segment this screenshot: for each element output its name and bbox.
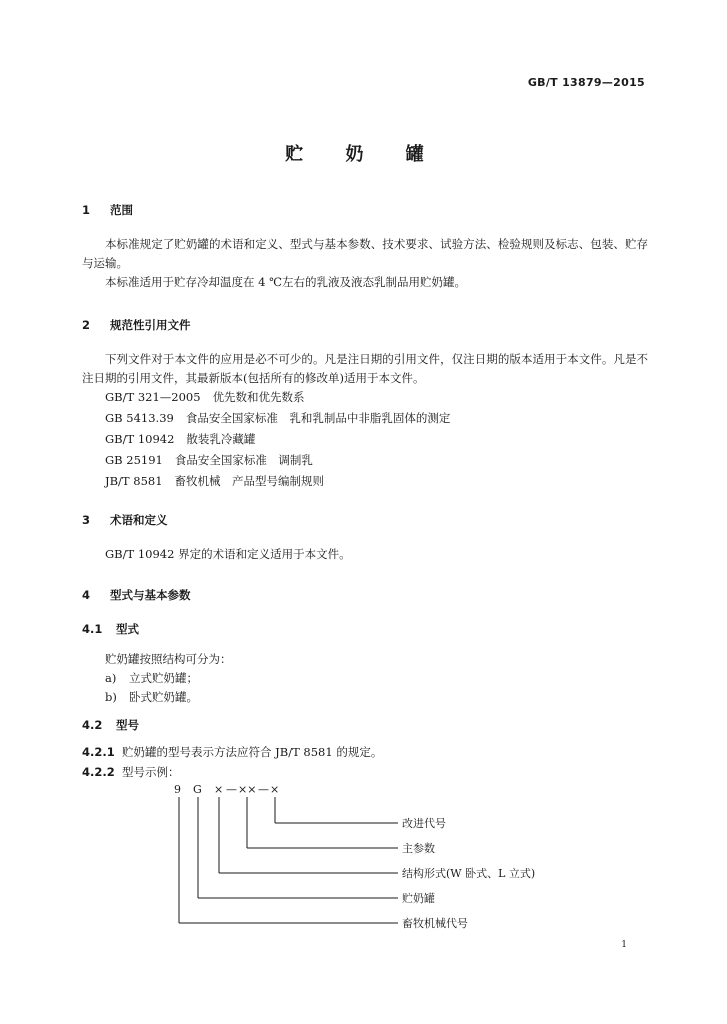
section-1-paragraph-2: 本标准适用于贮存冷却温度在 4 ℃左右的乳液及液态乳制品用贮奶罐。 bbox=[105, 275, 466, 289]
section-1-paragraph-1: 本标准规定了贮奶罐的术语和定义、型式与基本参数、技术要求、试验方法、检验规则及标志、包装、贮存与运输。 bbox=[82, 237, 648, 270]
list-marker: b) bbox=[105, 690, 117, 704]
subsection-number: 4.1 bbox=[82, 622, 103, 636]
diagram-label: 畜牧机械代号 bbox=[402, 917, 468, 930]
diagram-label: 结构形式(W 卧式、L 立式) bbox=[402, 867, 536, 880]
section-2-intro: 下列文件对于本文件的应用是必不可少的。凡是注日期的引用文件，仅注日期的版本适用于本文件。凡是不注日期的引用文件，其最新版本(包括所有的修改单)适用于本文件。 bbox=[82, 352, 648, 385]
section-title: 术语和定义 bbox=[110, 513, 168, 527]
subsection-title: 型号 bbox=[116, 718, 139, 732]
section-title: 型式与基本参数 bbox=[110, 588, 191, 602]
document-title: 贮 奶 罐 bbox=[285, 144, 442, 165]
list-text: 立式贮奶罐； bbox=[129, 671, 198, 685]
page-number: 1 bbox=[621, 940, 627, 950]
code-part: — bbox=[258, 783, 269, 796]
code-part: 9 bbox=[174, 783, 181, 796]
reference-code: JB/T 8581 bbox=[105, 474, 163, 488]
clause-number: 4.2.1 bbox=[82, 745, 115, 759]
section-number: 3 bbox=[82, 513, 91, 527]
section-number: 2 bbox=[82, 318, 91, 332]
reference-code: GB/T 10942 bbox=[105, 432, 175, 446]
list-marker: a) bbox=[105, 671, 117, 685]
code-part: × bbox=[270, 783, 280, 796]
standard-code: GB/T 13879—2015 bbox=[527, 76, 645, 89]
section-title: 规范性引用文件 bbox=[110, 318, 191, 332]
reference-code: GB/T 321—2005 bbox=[105, 390, 201, 404]
section-title: 范围 bbox=[110, 203, 133, 217]
code-part: ×× bbox=[238, 783, 257, 796]
reference-title: 畜牧机械 产品型号编制规则 bbox=[174, 474, 325, 488]
reference-code: GB 5413.39 bbox=[105, 411, 174, 425]
subsection-4-1-intro: 贮奶罐按照结构可分为： bbox=[105, 652, 232, 666]
reference-title: 散装乳冷藏罐 bbox=[186, 432, 256, 446]
list-text: 卧式贮奶罐。 bbox=[129, 690, 198, 704]
code-part: G bbox=[193, 783, 202, 796]
clause-text: 型号示例： bbox=[122, 765, 180, 779]
reference-code: GB 25191 bbox=[105, 453, 163, 467]
diagram-label: 改进代号 bbox=[402, 817, 446, 830]
clause-number: 4.2.2 bbox=[82, 765, 115, 779]
section-3-paragraph: GB/T 10942 界定的术语和定义适用于本文件。 bbox=[105, 547, 351, 561]
clause-text: 贮奶罐的型号表示方法应符合 JB/T 8581 的规定。 bbox=[122, 745, 383, 759]
code-part: — bbox=[226, 783, 237, 796]
code-part: × bbox=[214, 783, 224, 796]
subsection-title: 型式 bbox=[116, 622, 139, 636]
diagram-label: 主参数 bbox=[402, 842, 435, 855]
reference-title: 优先数和优先数系 bbox=[212, 390, 305, 404]
diagram-label: 贮奶罐 bbox=[402, 892, 435, 905]
section-number: 1 bbox=[82, 203, 91, 217]
reference-title: 食品安全国家标准 调制乳 bbox=[174, 453, 313, 467]
subsection-number: 4.2 bbox=[82, 718, 103, 732]
reference-title: 食品安全国家标准 乳和乳制品中非脂乳固体的测定 bbox=[185, 411, 451, 425]
section-number: 4 bbox=[82, 588, 91, 602]
